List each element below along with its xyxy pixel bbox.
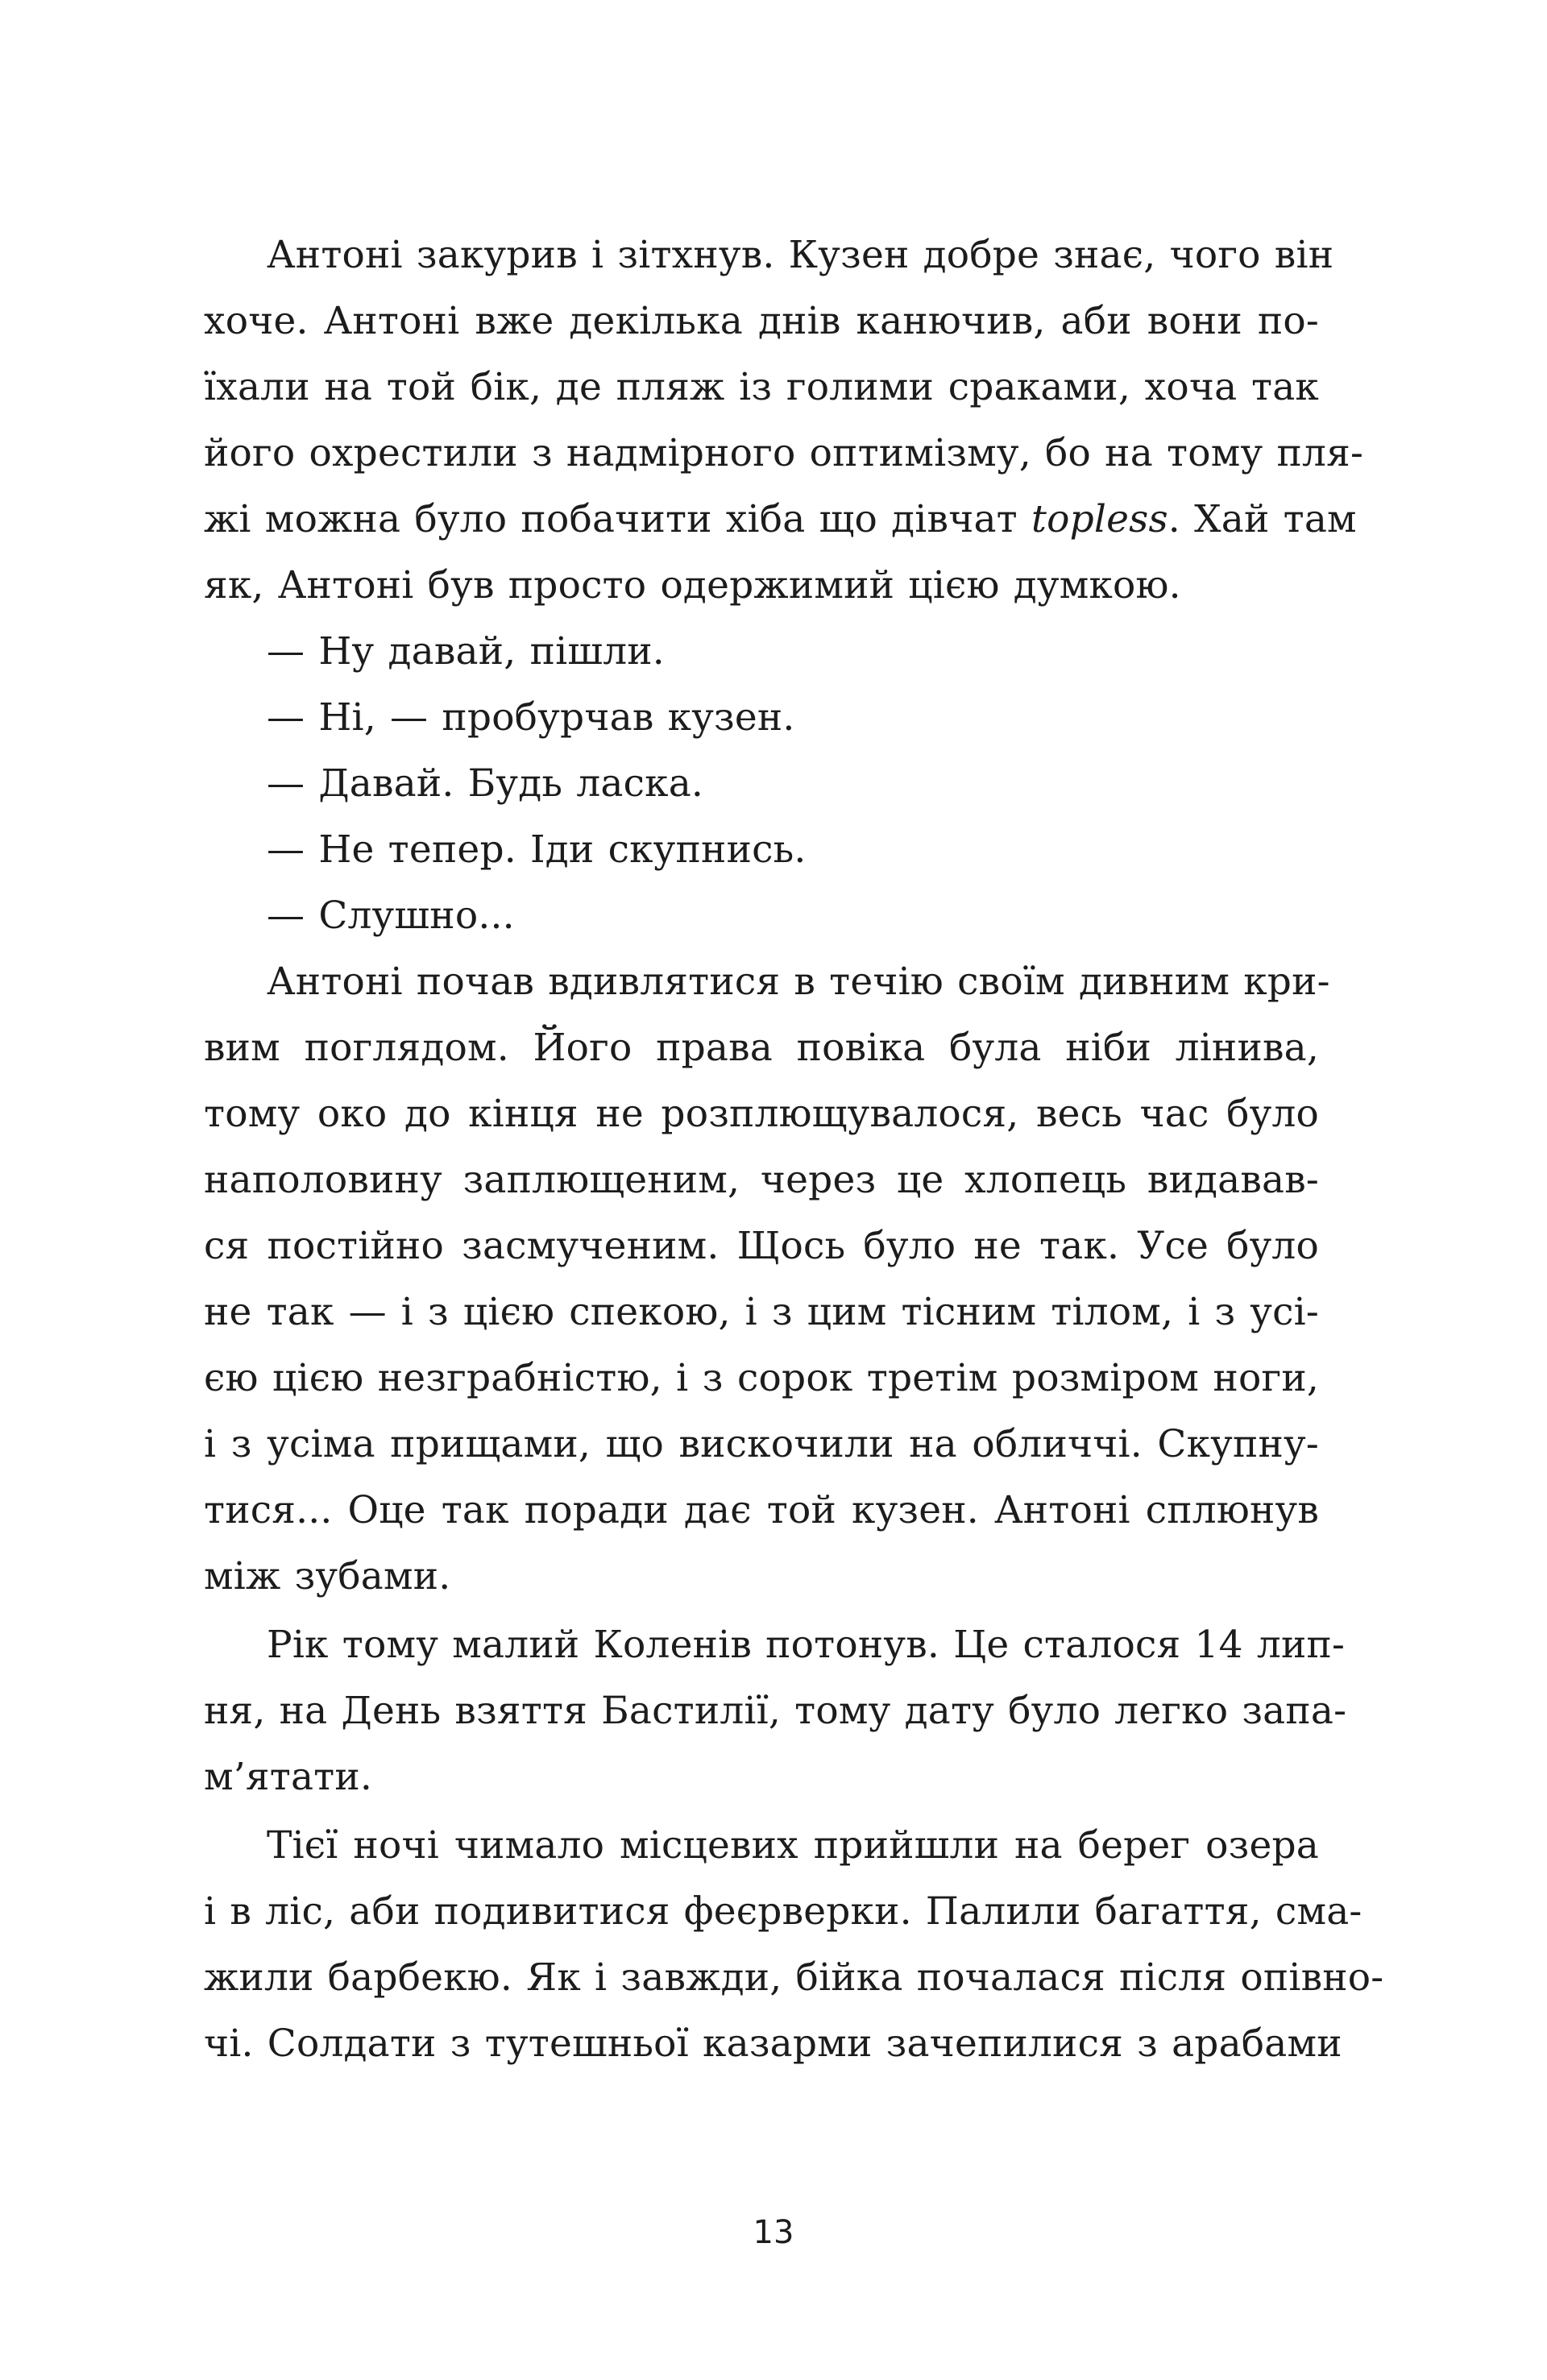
text-line: Антоні закурив і зітхнув. Кузен добре знає, чого він	[267, 233, 1334, 277]
text-line: тому око до кінця не розплющувалося, весь час було	[204, 1092, 1319, 1136]
dialogue-line: — Ну давай, пішли.	[267, 629, 665, 674]
text-line: їхали на той бік, де пляж із голими сраками, хоча так	[204, 365, 1319, 409]
text-line: і в ліс, аби подивитися феєрверки. Палили багаття, сма-	[204, 1889, 1362, 1934]
text-line: ся постійно засмученим. Щось було не так. Усе було	[204, 1224, 1319, 1268]
italic-word: topless	[1031, 497, 1168, 541]
text-line: не так — і з цією спекою, і з цим тісним тілом, і з усі-	[204, 1290, 1319, 1334]
dialogue-line: — Не тепер. Іди скупнись.	[267, 827, 807, 872]
text-line: Тієї ночі чимало місцевих прийшли на берег озера	[267, 1823, 1319, 1868]
text-line: наполовину заплющеним, через це хлопець видавав-	[204, 1158, 1319, 1202]
dialogue-line: — Давай. Будь ласка.	[267, 761, 704, 806]
text-segment: . Хай там	[1168, 497, 1357, 541]
text-line: як, Антоні був просто одержимий цією думкою.	[204, 563, 1181, 607]
text-line: Антоні почав вдивлятися в течію своїм дивним кри-	[267, 960, 1330, 1004]
text-line: ня, на День взяття Бастилії, тому дату було легко запа-	[204, 1689, 1347, 1733]
page-number: 13	[753, 2214, 794, 2251]
text-line: між зубами.	[204, 1554, 451, 1598]
text-line: і з усіма прищами, що вискочили на обличчі. Скупну-	[204, 1422, 1319, 1466]
text-line: жили барбекю. Як і завжди, бійка почалася після опівно-	[204, 1955, 1384, 2000]
text-line: тися... Оце так поради дає той кузен. Антоні сплюнув	[204, 1488, 1319, 1532]
text-segment: жі можна було побачити хіба що дівчат	[204, 497, 1032, 541]
text-line: чі. Солдати з тутешньої казарми зачепилися з арабами	[204, 2021, 1342, 2066]
text-line: його охрестили з надмірного оптимізму, бо на тому пля-	[204, 431, 1364, 475]
body-text	[204, 222, 1384, 2077]
dialogue-line: — Ні, — пробурчав кузен.	[267, 695, 795, 740]
text-line: хоче. Антоні вже декілька днів канючив, аби вони по-	[204, 299, 1319, 343]
dialogue-line: — Слушно...	[267, 894, 515, 938]
text-line	[204, 487, 1357, 553]
text-line: єю цією незграбністю, і з сорок третім розміром ноги,	[204, 1356, 1319, 1400]
text-line: вим поглядом. Його права повіка була ніби лінива,	[204, 1026, 1319, 1070]
text-line: Рік тому малий Коленів потонув. Це сталося 14 лип-	[267, 1623, 1346, 1667]
text-line: м’ятати.	[204, 1755, 373, 1799]
